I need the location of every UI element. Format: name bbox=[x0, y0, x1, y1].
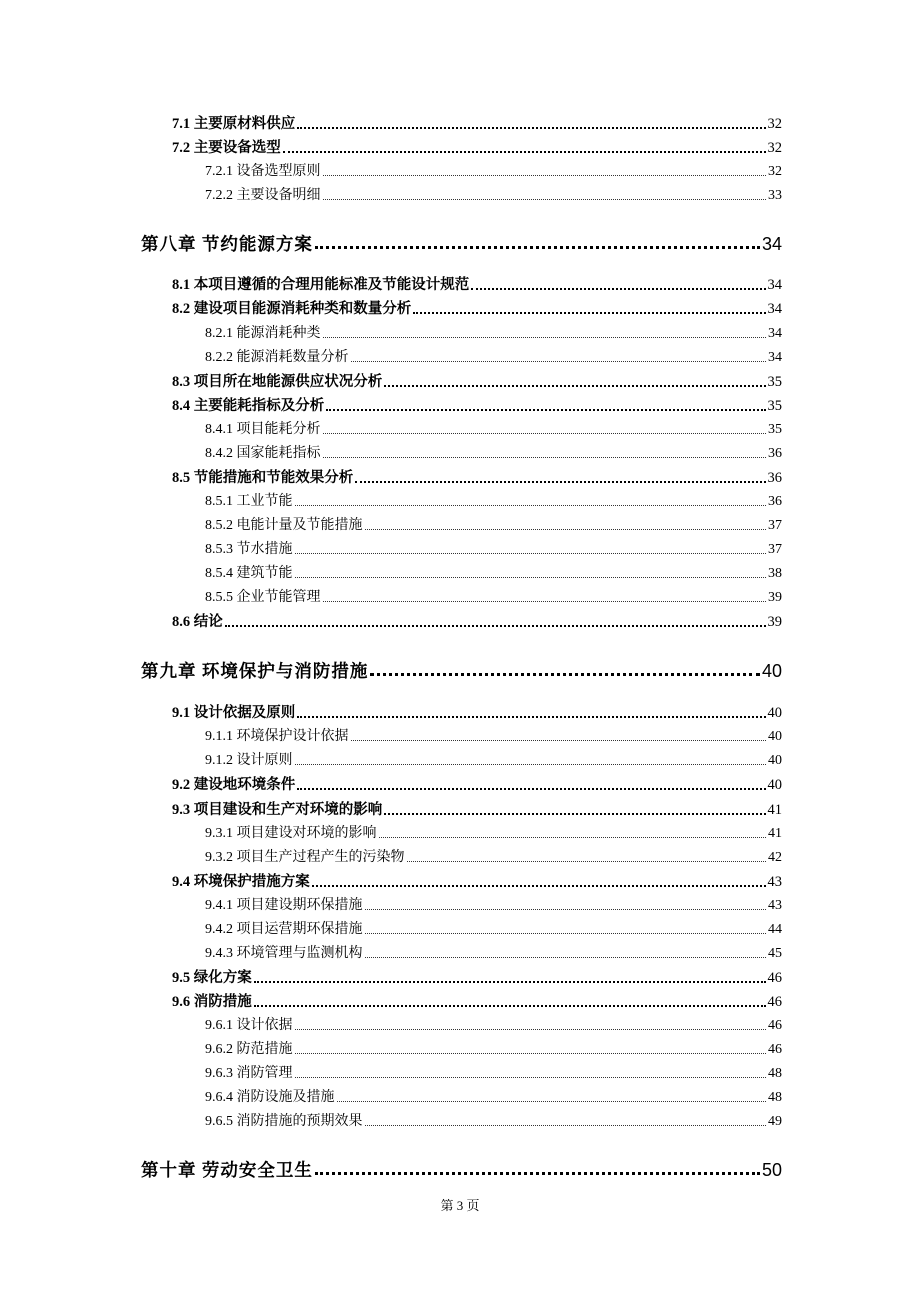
dot-leader bbox=[323, 457, 767, 458]
toc-entry-title: 8.4.1 项目能耗分析 bbox=[205, 422, 321, 437]
dot-leader bbox=[295, 1053, 767, 1054]
toc-subsection-entry[interactable] bbox=[205, 1115, 782, 1129]
toc-subsection-entry[interactable] bbox=[205, 519, 782, 533]
toc-entry-page-number: 34 bbox=[767, 301, 782, 317]
dot-leader bbox=[295, 577, 767, 578]
toc-entry-title: 8.2 建设项目能源消耗种类和数量分析 bbox=[172, 301, 412, 317]
toc-section-entry[interactable] bbox=[172, 803, 782, 818]
toc-subsection-entry[interactable] bbox=[205, 1067, 782, 1081]
toc-entry-title: 第十章 劳动安全卫生 bbox=[141, 1159, 313, 1180]
toc-section-entry[interactable] bbox=[172, 778, 782, 793]
toc-subsection-entry[interactable] bbox=[205, 591, 782, 605]
dot-leader bbox=[365, 957, 767, 958]
toc-entry-title: 8.2.2 能源消耗数量分析 bbox=[205, 350, 349, 365]
toc-section-entry[interactable] bbox=[172, 471, 782, 486]
toc-entry-title: 第九章 环境保护与消防措施 bbox=[141, 660, 369, 681]
toc-entry-title: 9.2 建设地环境条件 bbox=[172, 777, 296, 793]
toc-entry-title: 8.5.5 企业节能管理 bbox=[205, 590, 321, 605]
toc-entry-page-number: 35 bbox=[767, 374, 782, 390]
toc-section-entry[interactable] bbox=[172, 117, 782, 132]
toc-entry-page-number: 34 bbox=[767, 277, 782, 293]
dot-leader bbox=[337, 1101, 767, 1102]
toc-subsection-entry[interactable] bbox=[205, 351, 782, 365]
dot-leader bbox=[384, 385, 765, 387]
toc-subsection-entry[interactable] bbox=[205, 923, 782, 937]
dot-leader bbox=[326, 409, 765, 411]
toc-entry-page-number: 40 bbox=[768, 729, 782, 744]
dot-leader bbox=[297, 788, 765, 790]
dot-leader bbox=[365, 909, 767, 910]
dot-leader bbox=[351, 361, 767, 362]
toc-entry-page-number: 41 bbox=[768, 826, 782, 841]
toc-entry-title: 8.3 项目所在地能源供应状况分析 bbox=[172, 374, 383, 390]
dot-leader bbox=[351, 740, 767, 741]
dot-leader bbox=[407, 861, 767, 862]
toc-section-entry[interactable] bbox=[172, 971, 782, 986]
dot-leader bbox=[365, 529, 767, 530]
toc-subsection-entry[interactable] bbox=[205, 947, 782, 961]
toc-subsection-entry[interactable] bbox=[205, 899, 782, 913]
toc-entry-page-number: 39 bbox=[767, 614, 782, 630]
toc-entry-title: 8.4 主要能耗指标及分析 bbox=[172, 398, 325, 414]
toc-entry-page-number: 41 bbox=[767, 802, 782, 818]
toc-entry-page-number: 40 bbox=[768, 753, 782, 768]
toc-entry-page-number: 37 bbox=[768, 518, 782, 533]
toc-section-entry[interactable] bbox=[172, 615, 782, 630]
toc-entry-title: 9.3.2 项目生产过程产生的污染物 bbox=[205, 850, 405, 865]
toc-section-entry[interactable] bbox=[172, 875, 782, 890]
dot-leader bbox=[413, 312, 765, 314]
toc-entry-title: 7.2 主要设备选型 bbox=[172, 140, 281, 156]
toc-entry-page-number: 36 bbox=[767, 470, 782, 486]
toc-subsection-entry[interactable] bbox=[205, 827, 782, 841]
toc-subsection-entry[interactable] bbox=[205, 189, 782, 203]
dot-leader bbox=[355, 481, 765, 483]
toc-entry-page-number: 40 bbox=[767, 777, 782, 793]
toc-entry-title: 9.6.2 防范措施 bbox=[205, 1042, 293, 1057]
toc-entry-page-number: 48 bbox=[768, 1066, 782, 1081]
toc-section-entry[interactable] bbox=[172, 278, 782, 293]
toc-entry-title: 9.6 消防措施 bbox=[172, 994, 252, 1010]
toc-entry-title: 7.1 主要原材料供应 bbox=[172, 116, 296, 132]
toc-entry-title: 8.1 本项目遵循的合理用能标准及节能设计规范 bbox=[172, 277, 470, 293]
toc-entry-page-number: 35 bbox=[767, 398, 782, 414]
toc-entry-page-number: 33 bbox=[768, 188, 782, 203]
toc-subsection-entry[interactable] bbox=[205, 165, 782, 179]
dot-leader bbox=[323, 337, 767, 338]
toc-entry-title: 9.5 绿化方案 bbox=[172, 970, 252, 986]
toc-entry-page-number: 50 bbox=[761, 1160, 782, 1180]
toc-section-entry[interactable] bbox=[172, 375, 782, 390]
dot-leader bbox=[365, 933, 767, 934]
toc-entry-page-number: 42 bbox=[768, 850, 782, 865]
dot-leader bbox=[379, 837, 767, 838]
dot-leader bbox=[297, 127, 765, 129]
dot-leader bbox=[315, 246, 760, 249]
toc-entry-title: 8.5.4 建筑节能 bbox=[205, 566, 293, 581]
dot-leader bbox=[295, 764, 767, 765]
toc-entry-title: 8.5.2 电能计量及节能措施 bbox=[205, 518, 363, 533]
toc-entry-page-number: 37 bbox=[768, 542, 782, 557]
toc-subsection-entry[interactable] bbox=[205, 754, 782, 768]
toc-chapter-entry[interactable] bbox=[141, 235, 782, 253]
toc-entry-page-number: 44 bbox=[768, 922, 782, 937]
toc-entry-page-number: 34 bbox=[768, 326, 782, 341]
toc-subsection-entry[interactable] bbox=[205, 423, 782, 437]
toc-subsection-entry[interactable] bbox=[205, 1019, 782, 1033]
dot-leader bbox=[295, 553, 767, 554]
toc-chapter-entry[interactable] bbox=[141, 1161, 782, 1179]
dot-leader bbox=[323, 175, 767, 176]
toc-section-entry[interactable] bbox=[172, 995, 782, 1010]
dot-leader bbox=[312, 885, 766, 887]
toc-subsection-entry[interactable] bbox=[205, 327, 782, 341]
dot-leader bbox=[323, 199, 767, 200]
toc-entry-title: 9.4.3 环境管理与监测机构 bbox=[205, 946, 363, 961]
toc-entry-title: 8.5 节能措施和节能效果分析 bbox=[172, 470, 354, 486]
toc-entry-page-number: 34 bbox=[761, 234, 782, 254]
dot-leader bbox=[323, 601, 767, 602]
dot-leader bbox=[295, 1077, 767, 1078]
toc-section-entry[interactable] bbox=[172, 141, 782, 156]
toc-entry-title: 9.6.5 消防措施的预期效果 bbox=[205, 1114, 363, 1129]
toc-entry-page-number: 36 bbox=[768, 494, 782, 509]
dot-leader bbox=[295, 505, 767, 506]
toc-entry-title: 8.5.1 工业节能 bbox=[205, 494, 293, 509]
dot-leader bbox=[323, 433, 767, 434]
toc-entry-page-number: 36 bbox=[768, 446, 782, 461]
toc-subsection-entry[interactable] bbox=[205, 447, 782, 461]
toc-entry-title: 9.1 设计依据及原则 bbox=[172, 705, 296, 721]
dot-leader bbox=[365, 1125, 767, 1126]
toc-entry-page-number: 39 bbox=[768, 590, 782, 605]
dot-leader bbox=[315, 1172, 760, 1175]
toc-entry-title: 8.4.2 国家能耗指标 bbox=[205, 446, 321, 461]
dot-leader bbox=[295, 1029, 767, 1030]
toc-entry-title: 8.6 结论 bbox=[172, 614, 223, 630]
toc-subsection-entry[interactable] bbox=[205, 1091, 782, 1105]
toc-subsection-entry[interactable] bbox=[205, 851, 782, 865]
toc-entry-page-number: 32 bbox=[767, 116, 782, 132]
toc-entry-page-number: 35 bbox=[768, 422, 782, 437]
toc-entry-page-number: 34 bbox=[768, 350, 782, 365]
dot-leader bbox=[225, 625, 766, 627]
toc-subsection-entry[interactable] bbox=[205, 543, 782, 557]
toc-entry-title: 9.4 环境保护措施方案 bbox=[172, 874, 310, 890]
toc-entry-page-number: 49 bbox=[768, 1114, 782, 1129]
toc-entry-title: 第八章 节约能源方案 bbox=[141, 233, 313, 254]
toc-section-entry[interactable] bbox=[172, 706, 782, 721]
toc-entry-page-number: 40 bbox=[761, 661, 782, 681]
toc-section-entry[interactable] bbox=[172, 302, 782, 317]
toc-entry-title: 9.4.1 项目建设期环保措施 bbox=[205, 898, 363, 913]
toc-entry-page-number: 32 bbox=[768, 164, 782, 179]
toc-entry-page-number: 45 bbox=[768, 946, 782, 961]
toc-entry-page-number: 43 bbox=[768, 898, 782, 913]
toc-entry-title: 9.3 项目建设和生产对环境的影响 bbox=[172, 802, 383, 818]
dot-leader bbox=[254, 981, 766, 983]
toc-entry-page-number: 38 bbox=[768, 566, 782, 581]
dot-leader bbox=[297, 716, 765, 718]
dot-leader bbox=[254, 1005, 766, 1007]
toc-entry-title: 9.6.3 消防管理 bbox=[205, 1066, 293, 1081]
toc-entry-page-number: 46 bbox=[768, 1018, 782, 1033]
dot-leader bbox=[283, 151, 766, 153]
toc-entry-page-number: 46 bbox=[767, 994, 782, 1010]
toc-subsection-entry[interactable] bbox=[205, 730, 782, 744]
page-number-footer: 第 3 页 bbox=[440, 1198, 480, 1213]
dot-leader bbox=[471, 288, 765, 290]
toc-entry-title: 8.2.1 能源消耗种类 bbox=[205, 326, 321, 341]
toc-entry-page-number: 32 bbox=[767, 140, 782, 156]
toc-entry-title: 9.1.2 设计原则 bbox=[205, 753, 293, 768]
toc-entry-title: 8.5.3 节水措施 bbox=[205, 542, 293, 557]
toc-entry-title: 7.2.1 设备选型原则 bbox=[205, 164, 321, 179]
toc-entry-title: 9.3.1 项目建设对环境的影响 bbox=[205, 826, 377, 841]
dot-leader bbox=[370, 673, 760, 676]
toc-entry-title: 9.1.1 环境保护设计依据 bbox=[205, 729, 349, 744]
toc-entry-title: 9.6.1 设计依据 bbox=[205, 1018, 293, 1033]
toc-entry-page-number: 40 bbox=[767, 705, 782, 721]
toc-subsection-entry[interactable] bbox=[205, 1043, 782, 1057]
toc-chapter-entry[interactable] bbox=[141, 662, 782, 680]
toc-entry-title: 9.6.4 消防设施及措施 bbox=[205, 1090, 335, 1105]
toc-entry-page-number: 43 bbox=[767, 874, 782, 890]
toc-entry-page-number: 46 bbox=[767, 970, 782, 986]
toc-entry-title: 9.4.2 项目运营期环保措施 bbox=[205, 922, 363, 937]
toc-entry-page-number: 46 bbox=[768, 1042, 782, 1057]
toc-subsection-entry[interactable] bbox=[205, 567, 782, 581]
toc-section-entry[interactable] bbox=[172, 399, 782, 414]
dot-leader bbox=[384, 813, 765, 815]
toc-entry-title: 7.2.2 主要设备明细 bbox=[205, 188, 321, 203]
toc-subsection-entry[interactable] bbox=[205, 495, 782, 509]
toc-entry-page-number: 48 bbox=[768, 1090, 782, 1105]
